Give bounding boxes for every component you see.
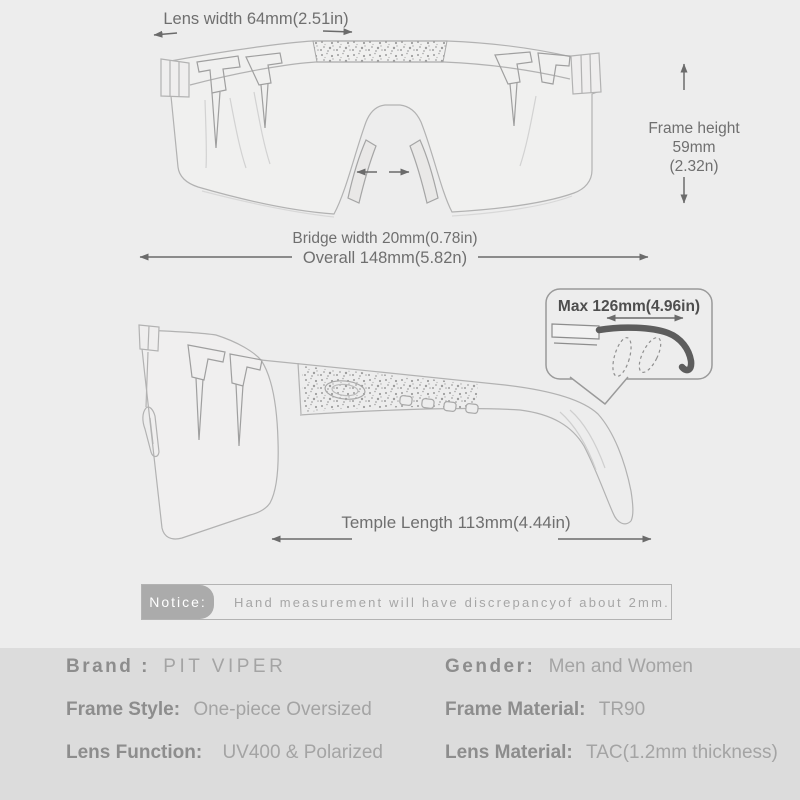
overall-width-label: Overall 148mm(5.82n) (302, 249, 468, 267)
spec-row-lens-material (445, 742, 778, 764)
spec-label-gender: Gender: (445, 656, 536, 677)
spec-value-frame-style: One-piece Oversized (193, 699, 372, 720)
frame-height-label-line2: 59mm (672, 139, 716, 156)
spec-row-frame-style (66, 699, 372, 721)
front-frame-outline (163, 41, 600, 214)
spec-row-frame-material (445, 699, 645, 721)
temple-arm-lower-edge (300, 409, 631, 524)
lens-width-arrow-left (154, 33, 177, 35)
spec-label-brand: Brand : (66, 656, 150, 677)
spec-label-frame-material: Frame Material: (445, 699, 586, 720)
temple-length-label: Temple Length 113mm(4.44in) (341, 513, 571, 532)
lens-width-arrow-right (323, 31, 352, 32)
spec-value-lens-material: TAC(1.2mm thickness) (586, 742, 778, 763)
spec-value-lens-function: UV400 & Polarized (222, 742, 383, 763)
spec-row-gender (445, 656, 693, 678)
front-view-illustration (161, 41, 601, 217)
spec-label-frame-style: Frame Style: (66, 699, 181, 720)
front-top-bar-speckle (313, 41, 447, 62)
notice-bar (141, 584, 672, 620)
notice-badge: Notice: (142, 585, 214, 619)
spec-value-gender: Men and Women (548, 656, 693, 677)
lens-width-label: Lens width 64mm(2.51in) (163, 10, 349, 28)
spec-panel (0, 648, 800, 800)
spec-row-lens-function (66, 742, 383, 764)
spec-label-lens-function: Lens Function: (66, 742, 203, 763)
frame-height-label-line3: (2.32n) (669, 158, 719, 175)
notice-message: Hand measurement will have discrepancyof about 2mm. (234, 594, 670, 610)
spec-value-frame-material: TR90 (598, 699, 646, 720)
spec-value-brand: PIT VIPER (163, 656, 287, 677)
spec-row-brand (66, 656, 286, 678)
spec-label-lens-material: Lens Material: (445, 742, 573, 763)
side-lens-outline (140, 330, 278, 539)
side-view-dimensions (272, 513, 651, 539)
frame-height-label-line1: Frame height (648, 120, 740, 137)
callout-max-label: Max 126mm(4.96in) (557, 298, 701, 315)
callout-tail (570, 377, 628, 404)
callout-bubble (546, 289, 712, 404)
bridge-width-label: Bridge width 20mm(0.78in) (292, 230, 478, 247)
